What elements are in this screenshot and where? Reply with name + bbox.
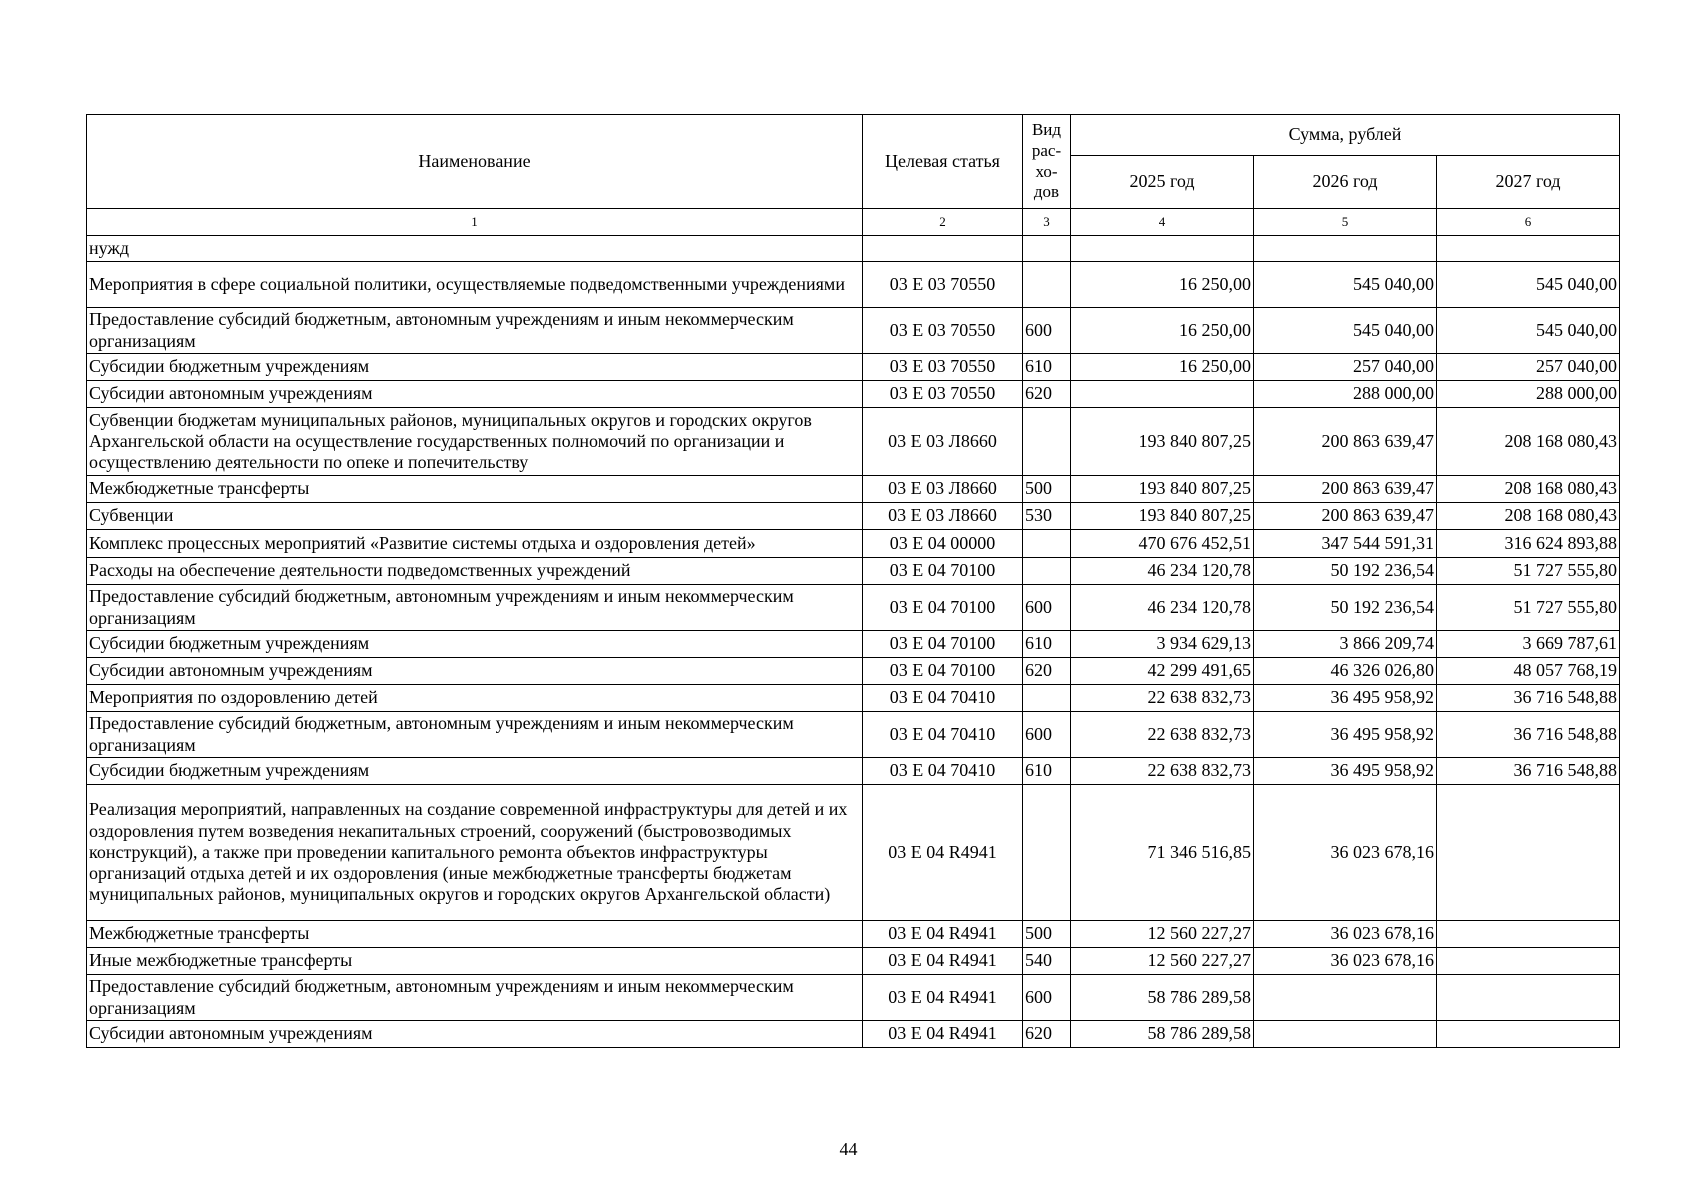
header-expense-type-line: Вид [1031,120,1062,140]
cell-target-article: 03 Е 04 70100 [863,558,1023,585]
cell-sum-2027: 316 624 893,88 [1437,530,1620,558]
header-row-1 [87,115,1620,156]
cell-target-article: 03 Е 04 R4941 [863,921,1023,948]
cell-target-article: 03 Е 04 70100 [863,658,1023,685]
cell-target-article: 03 Е 03 Л8660 [863,408,1023,476]
table-row [87,658,1620,685]
cell-sum-2027 [1437,948,1620,975]
cell-expense-type [1023,558,1071,585]
table-row [87,354,1620,381]
cell-sum-2026 [1254,975,1437,1021]
cell-sum-2027: 3 669 787,61 [1437,631,1620,658]
cell-sum-2025: 42 299 491,65 [1071,658,1254,685]
cell-expense-type: 540 [1023,948,1071,975]
cell-target-article: 03 Е 04 70410 [863,685,1023,712]
cell-expense-type: 500 [1023,921,1071,948]
cell-sum-2027: 36 716 548,88 [1437,712,1620,758]
column-number: 4 [1071,209,1254,236]
cell-name: Субвенции [87,503,863,530]
cell-sum-2027: 545 040,00 [1437,308,1620,354]
column-number: 3 [1023,209,1071,236]
cell-sum-2026 [1254,1021,1437,1048]
cell-expense-type: 610 [1023,354,1071,381]
header-year-2027: 2027 год [1437,156,1620,209]
cell-sum-2026: 36 023 678,16 [1254,921,1437,948]
table-row [87,948,1620,975]
table-row [87,381,1620,408]
cell-sum-2025: 16 250,00 [1071,262,1254,308]
cell-sum-2027: 545 040,00 [1437,262,1620,308]
cell-expense-type: 600 [1023,712,1071,758]
table-row [87,1021,1620,1048]
cell-sum-2027: 51 727 555,80 [1437,585,1620,631]
page-number: 44 [839,1139,858,1159]
cell-sum-2026: 545 040,00 [1254,262,1437,308]
cell-sum-2027: 288 000,00 [1437,381,1620,408]
cell-target-article: 03 Е 04 70100 [863,585,1023,631]
cell-target-article: 03 Е 04 R4941 [863,785,1023,921]
cell-name: Субсидии автономным учреждениям [87,658,863,685]
column-number: 5 [1254,209,1437,236]
cell-target-article: 03 Е 03 70550 [863,308,1023,354]
cell-sum-2026: 347 544 591,31 [1254,530,1437,558]
cell-sum-2026: 200 863 639,47 [1254,476,1437,503]
cell-sum-2025: 46 234 120,78 [1071,585,1254,631]
header-expense-type [1023,115,1071,209]
cell-name: Субсидии автономным учреждениям [87,1021,863,1048]
cell-expense-type: 600 [1023,975,1071,1021]
cell-expense-type [1023,408,1071,476]
cell-sum-2025: 12 560 227,27 [1071,921,1254,948]
cell-target-article: 03 Е 04 R4941 [863,1021,1023,1048]
cell-sum-2025: 12 560 227,27 [1071,948,1254,975]
column-number-row [87,209,1620,236]
cell-sum-2026: 200 863 639,47 [1254,503,1437,530]
cell-target-article: 03 Е 04 00000 [863,530,1023,558]
cell-sum-2025: 22 638 832,73 [1071,712,1254,758]
cell-sum-2027: 51 727 555,80 [1437,558,1620,585]
table-row [87,408,1620,476]
header-expense-type-line: рас- [1031,140,1062,160]
cell-expense-type: 530 [1023,503,1071,530]
cell-sum-2026: 288 000,00 [1254,381,1437,408]
cell-target-article: 03 Е 04 R4941 [863,948,1023,975]
cell-name: Мероприятия в сфере социальной политики, осуществляемые подведомственными учреждениями [87,262,863,308]
cell-sum-2025: 16 250,00 [1071,354,1254,381]
table-row [87,585,1620,631]
cell-expense-type [1023,785,1071,921]
cell-expense-type [1023,262,1071,308]
cell-name: Субсидии бюджетным учреждениям [87,354,863,381]
cell-sum-2026: 545 040,00 [1254,308,1437,354]
cell-expense-type: 600 [1023,308,1071,354]
cell-target-article: 03 Е 04 R4941 [863,975,1023,1021]
header-sum: Сумма, рублей [1071,115,1620,156]
table-row [87,503,1620,530]
cell-sum-2027: 208 168 080,43 [1437,408,1620,476]
cell-name: Межбюджетные трансферты [87,921,863,948]
cell-sum-2025: 46 234 120,78 [1071,558,1254,585]
cell-name: Предоставление субсидий бюджетным, автономным учреждениям и иным некоммерческим организациям [87,712,863,758]
cell-sum-2026 [1254,236,1437,262]
cell-expense-type [1023,685,1071,712]
cell-target-article: 03 Е 03 70550 [863,262,1023,308]
table-row [87,975,1620,1021]
cell-sum-2025 [1071,236,1254,262]
table-body [87,236,1620,1048]
cell-expense-type: 500 [1023,476,1071,503]
cell-sum-2025: 71 346 516,85 [1071,785,1254,921]
header-year-2026: 2026 год [1254,156,1437,209]
cell-name: Субсидии бюджетным учреждениям [87,631,863,658]
cell-sum-2027 [1437,1021,1620,1048]
cell-sum-2026: 36 495 958,92 [1254,712,1437,758]
column-number: 6 [1437,209,1620,236]
cell-sum-2027 [1437,975,1620,1021]
cell-sum-2027 [1437,785,1620,921]
cell-target-article: 03 Е 03 Л8660 [863,476,1023,503]
cell-sum-2026: 50 192 236,54 [1254,558,1437,585]
cell-sum-2025: 16 250,00 [1071,308,1254,354]
cell-sum-2027: 257 040,00 [1437,354,1620,381]
cell-sum-2026: 36 023 678,16 [1254,948,1437,975]
cell-name: Предоставление субсидий бюджетным, автономным учреждениям и иным некоммерческим организациям [87,308,863,354]
cell-expense-type: 620 [1023,658,1071,685]
table-row [87,308,1620,354]
column-number: 2 [863,209,1023,236]
cell-expense-type [1023,236,1071,262]
cell-name: Межбюджетные трансферты [87,476,863,503]
table-row [87,785,1620,921]
cell-sum-2025: 193 840 807,25 [1071,503,1254,530]
header-year-2025: 2025 год [1071,156,1254,209]
cell-expense-type: 610 [1023,758,1071,785]
table-row [87,712,1620,758]
header-target-article: Целевая статья [863,115,1023,209]
cell-target-article: 03 Е 03 70550 [863,354,1023,381]
cell-target-article: 03 Е 03 Л8660 [863,503,1023,530]
cell-target-article: 03 Е 04 70100 [863,631,1023,658]
cell-target-article [863,236,1023,262]
cell-sum-2027 [1437,236,1620,262]
cell-sum-2027: 208 168 080,43 [1437,476,1620,503]
header-expense-type-line: хо- [1035,161,1058,181]
header-expense-type-line: дов [1033,182,1060,202]
cell-name: Предоставление субсидий бюджетным, автономным учреждениям и иным некоммерческим организациям [87,585,863,631]
cell-sum-2026: 46 326 026,80 [1254,658,1437,685]
table-row [87,236,1620,262]
cell-sum-2026: 36 495 958,92 [1254,685,1437,712]
cell-name: Расходы на обеспечение деятельности подведомственных учреждений [87,558,863,585]
cell-name: Субсидии автономным учреждениям [87,381,863,408]
cell-name: Субсидии бюджетным учреждениям [87,758,863,785]
cell-name: Предоставление субсидий бюджетным, автономным учреждениям и иным некоммерческим организациям [87,975,863,1021]
table-row [87,558,1620,585]
cell-sum-2025: 22 638 832,73 [1071,758,1254,785]
cell-expense-type: 600 [1023,585,1071,631]
cell-expense-type: 610 [1023,631,1071,658]
table-row [87,530,1620,558]
cell-sum-2025: 58 786 289,58 [1071,975,1254,1021]
cell-sum-2025: 193 840 807,25 [1071,408,1254,476]
table-row [87,476,1620,503]
cell-sum-2026: 50 192 236,54 [1254,585,1437,631]
cell-sum-2025 [1071,381,1254,408]
cell-sum-2027 [1437,921,1620,948]
cell-expense-type [1023,530,1071,558]
table-row [87,631,1620,658]
cell-sum-2025: 470 676 452,51 [1071,530,1254,558]
cell-name: Субвенции бюджетам муниципальных районов, муниципальных округов и городских округов Архангельской области на осуществление государственных полномочий по организации и осуществлению деятельности по опеке и попечительству [87,408,863,476]
table-row [87,758,1620,785]
cell-sum-2025: 193 840 807,25 [1071,476,1254,503]
cell-sum-2027: 208 168 080,43 [1437,503,1620,530]
cell-expense-type: 620 [1023,381,1071,408]
cell-sum-2027: 36 716 548,88 [1437,758,1620,785]
cell-name: Комплекс процессных мероприятий «Развитие системы отдыха и оздоровления детей» [87,530,863,558]
cell-sum-2026: 257 040,00 [1254,354,1437,381]
cell-sum-2027: 36 716 548,88 [1437,685,1620,712]
cell-sum-2026: 36 495 958,92 [1254,758,1437,785]
table-row [87,262,1620,308]
table-row [87,921,1620,948]
cell-sum-2027: 48 057 768,19 [1437,658,1620,685]
cell-name: нужд [87,236,863,262]
cell-sum-2025: 22 638 832,73 [1071,685,1254,712]
table-row [87,685,1620,712]
cell-sum-2026: 200 863 639,47 [1254,408,1437,476]
cell-name: Иные межбюджетные трансферты [87,948,863,975]
cell-sum-2025: 58 786 289,58 [1071,1021,1254,1048]
cell-sum-2026: 3 866 209,74 [1254,631,1437,658]
header-name: Наименование [87,115,863,209]
cell-expense-type: 620 [1023,1021,1071,1048]
cell-target-article: 03 Е 04 70410 [863,758,1023,785]
cell-name: Мероприятия по оздоровлению детей [87,685,863,712]
cell-sum-2026: 36 023 678,16 [1254,785,1437,921]
cell-target-article: 03 Е 03 70550 [863,381,1023,408]
cell-target-article: 03 Е 04 70410 [863,712,1023,758]
cell-sum-2025: 3 934 629,13 [1071,631,1254,658]
cell-name: Реализация мероприятий, направленных на создание современной инфраструктуры для детей и их оздоровления путем возведения некапитальных строений, сооружений (быстровозводимых конструкций), а также при проведении капитального ремонта объектов инфраструктуры организаций отдыха детей и их оздоровления (иные межбюджетные трансферты бюджетам муниципальных районов, муниципальных округов и городских округов Архангельской области) [87,785,863,921]
column-number: 1 [87,209,863,236]
budget-table [86,114,1620,1048]
